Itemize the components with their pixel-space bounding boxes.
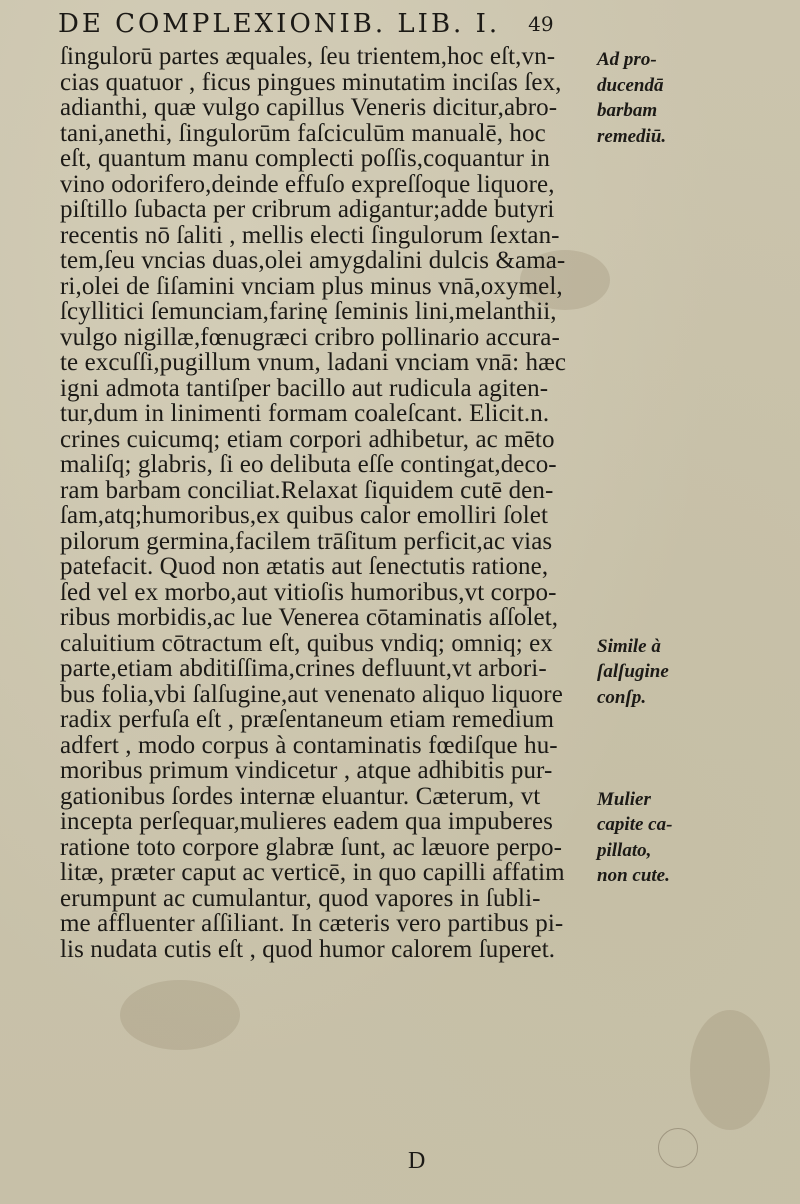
- paper-stain: [690, 1010, 770, 1130]
- text-line: eſt, quantum manu complecti poſſis,coquantur in: [60, 145, 551, 172]
- margin-note-line: ducendā: [597, 74, 664, 96]
- text-line: ribus morbidis,ac lue Venerea cōtaminatis aſſolet,: [60, 604, 559, 631]
- text-line: parte,etiam abditiſſima,crines defluunt,vt arbori-: [60, 655, 547, 682]
- text-line: igni admota tantiſper bacillo aut rudicula agiten-: [60, 374, 549, 402]
- margin-note: [597, 634, 747, 711]
- text-line: tur,dum in linimenti formam coaleſcant. Elicit.n.: [60, 400, 550, 427]
- page-number: 49: [528, 12, 554, 36]
- text-line: moribus primum vindicetur , atque adhibitis pur-: [60, 757, 553, 784]
- text-line: caluitium cōtractum eſt, quibus vndiq; omniq; ex: [60, 629, 553, 657]
- text-line: lis nudata cutis eſt , quod humor calorem ſuperet.: [60, 935, 556, 963]
- text-line: erumpunt ac cumulantur, quod vapores in ſubli-: [60, 884, 541, 912]
- text-line: litæ, præter caput ac verticē, in quo capilli affatim: [60, 859, 565, 886]
- text-line: maliſq; glabris, ſi eo delibuta eſſe contingat,deco-: [60, 451, 557, 478]
- margin-note-line: ſalſugine: [597, 661, 669, 682]
- text-line: gationibus ſordes internæ eluantur. Cæterum, vt: [60, 782, 541, 810]
- text-line: te excuſſi,pugillum vnum, ladani vnciam vnā: hæc: [60, 349, 567, 376]
- text-line: vulgo nigillæ,fœnugræci cribro pollinario accura-: [60, 323, 560, 351]
- running-header: [58, 6, 698, 42]
- margin-note-line: conſp.: [597, 686, 647, 708]
- text-line: cias quatuor , ficus pingues minutatim inciſas ſex,: [60, 68, 562, 96]
- text-line: ſcyllitici ſemunciam,farinę ſeminis lini,melanthii,: [60, 298, 557, 325]
- text-line: recentis nō ſaliti , mellis electi ſingulorum ſextan-: [60, 221, 560, 249]
- text-line: tem,ſeu vncias duas,olei amygdalini dulcis &ama-: [60, 247, 566, 274]
- paper-stain: [120, 980, 240, 1050]
- margin-note-line: Simile à: [597, 635, 661, 657]
- margin-note-line: Mulier: [597, 788, 651, 810]
- text-line: bus folia,vbi ſalſugine,aut venenato aliquo liquore: [60, 680, 563, 708]
- text-line: ſed vel ex morbo,aut vitioſis humoribus,vt corpo-: [60, 578, 557, 606]
- text-line: radix perfuſa eſt , præſentaneum etiam remedium: [60, 706, 555, 733]
- text-line: adfert , modo corpus à contaminatis fœdiſque hu-: [60, 731, 558, 759]
- text-line: piſtillo ſubacta per cribrum adigantur;adde butyri: [60, 196, 555, 223]
- text-line: me affluenter aſſiliant. In cæteris vero partibus pi-: [60, 910, 564, 937]
- margin-note-line: pillato,: [597, 839, 652, 861]
- text-line: ſam,atq;humoribus,ex quibus calor emolliri ſolet: [60, 502, 549, 529]
- margin-note-line: barbam: [597, 100, 658, 121]
- faint-stamp-mark: [658, 1128, 698, 1168]
- main-text-block: [60, 44, 680, 962]
- text-line: adianthi, quæ vulgo capillus Veneris dicitur,abro-: [60, 94, 558, 121]
- margin-note-line: capite ca-: [597, 814, 673, 835]
- text-line: vino odorifero,deinde effuſo expreſſoque liquore,: [60, 170, 555, 198]
- margin-note: [597, 787, 747, 889]
- text-line: crines cuicumq; etiam corpori adhibetur, ac mēto: [60, 425, 555, 453]
- text-line: ram barbam conciliat.Relaxat ſiquidem cutē den-: [60, 476, 554, 504]
- margin-note-line: Ad pro-: [597, 49, 657, 70]
- text-line: ratione toto corpore glabræ ſunt, ac læuore perpo-: [60, 833, 563, 861]
- text-line: pilorum germina,facilem trāſitum perficit,ac vias: [60, 527, 553, 555]
- margin-note-line: remediū.: [597, 125, 667, 147]
- text-line: ſingulorū partes æquales, ſeu trientem,hoc eſt,vn-: [60, 43, 556, 70]
- catchword: D: [408, 1148, 426, 1174]
- margin-note: [597, 47, 747, 149]
- running-title: DE COMPLEXIONIB. LIB. I.: [58, 9, 501, 39]
- margin-note-line: non cute.: [597, 865, 670, 886]
- text-line: patefacit. Quod non ætatis aut ſenectutis ratione,: [60, 553, 549, 580]
- text-line: tani,anethi, ſingulorūm faſciculūm manualē, hoc: [60, 119, 546, 147]
- text-line: ri,olei de ſiſamini vnciam plus minus vnā,oxymel,: [60, 272, 563, 300]
- text-line: incepta perſequar,mulieres eadem qua impuberes: [60, 808, 553, 835]
